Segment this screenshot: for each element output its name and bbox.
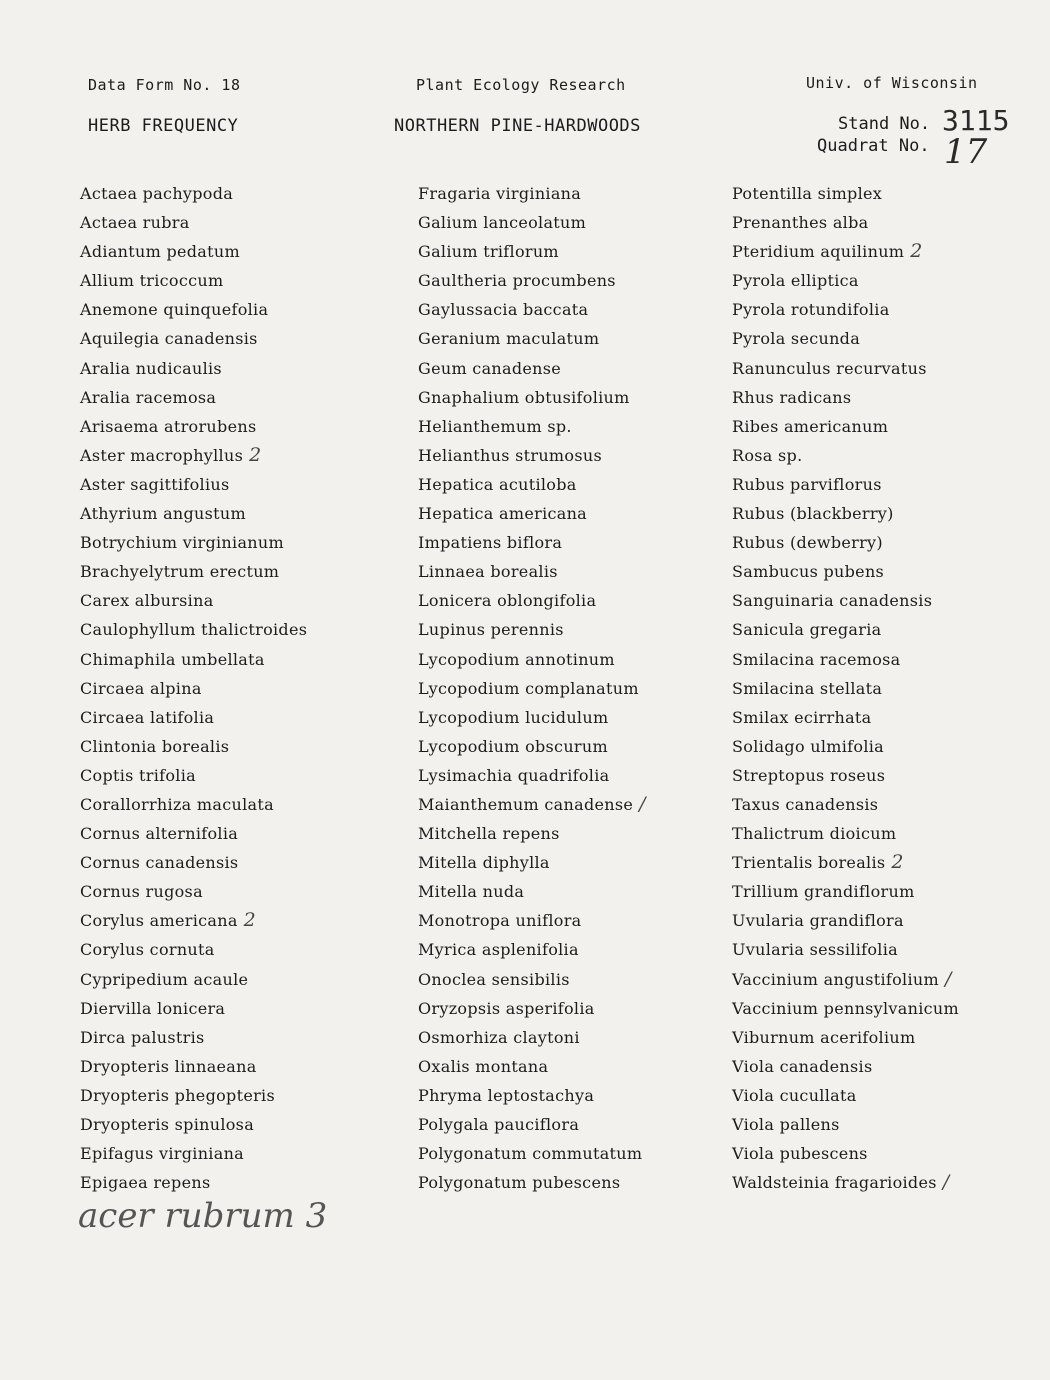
species-name: Pteridium aquilinum xyxy=(732,242,905,262)
species-name: Chimaphila umbellata xyxy=(80,649,265,669)
species-row xyxy=(418,1052,646,1081)
species-row xyxy=(418,674,646,703)
species-row xyxy=(732,732,959,761)
species-row xyxy=(80,848,307,877)
species-name: Polygonatum pubescens xyxy=(418,1173,621,1193)
institution-name: Univ. of Wisconsin xyxy=(806,74,978,92)
species-name: Sambucus pubens xyxy=(732,562,885,582)
species-name: Geranium maculatum xyxy=(418,329,600,349)
species-name: Carex albursina xyxy=(80,591,214,611)
species-name: Cornus alternifolia xyxy=(80,824,239,844)
species-row xyxy=(732,1110,959,1139)
species-row xyxy=(418,354,646,383)
form-number: Data Form No. 18 xyxy=(88,76,241,94)
species-name: Impatiens biflora xyxy=(418,533,563,553)
species-name: Dryopteris linnaeana xyxy=(80,1056,257,1076)
species-row xyxy=(732,790,959,819)
species-name: Rubus (dewberry) xyxy=(732,533,883,553)
species-row xyxy=(80,179,307,208)
species-row xyxy=(418,935,646,964)
species-name: Epigaea repens xyxy=(80,1173,211,1193)
species-name: Smilax ecirrhata xyxy=(732,707,872,727)
species-row xyxy=(418,732,646,761)
species-name: Aquilegia canadensis xyxy=(80,329,258,349)
species-row xyxy=(80,1110,307,1139)
species-row xyxy=(80,615,307,644)
species-name: Vaccinium angustifolium xyxy=(732,969,939,989)
species-name: Mitella diphylla xyxy=(418,853,550,873)
species-name: Allium tricoccum xyxy=(80,271,224,291)
frequency-mark: / xyxy=(944,967,952,990)
species-row xyxy=(80,906,307,935)
species-row xyxy=(80,295,307,324)
species-row xyxy=(732,674,959,703)
species-name: Brachyelytrum erectum xyxy=(80,562,280,582)
species-row xyxy=(418,1168,646,1197)
species-row xyxy=(732,994,959,1023)
species-row xyxy=(732,1081,959,1110)
species-row xyxy=(732,499,959,528)
species-name: Pyrola secunda xyxy=(732,329,861,349)
species-name: Diervilla lonicera xyxy=(80,998,226,1018)
species-row xyxy=(80,208,307,237)
species-row xyxy=(732,761,959,790)
frequency-mark: 2 xyxy=(891,851,904,874)
species-row xyxy=(732,819,959,848)
species-name: Uvularia grandiflora xyxy=(732,911,904,931)
species-name: Caulophyllum thalictroides xyxy=(80,620,308,640)
species-row xyxy=(732,935,959,964)
species-row xyxy=(418,1110,646,1139)
species-name: Phryma leptostachya xyxy=(418,1085,595,1105)
species-name: Corylus americana xyxy=(80,911,238,931)
species-name: Aster macrophyllus xyxy=(80,445,244,465)
species-name: Viola canadensis xyxy=(732,1056,873,1076)
species-name: Smilacina racemosa xyxy=(732,649,901,669)
species-name: Onoclea sensibilis xyxy=(418,969,570,989)
species-name: Galium lanceolatum xyxy=(418,213,587,233)
species-name: Viburnum acerifolium xyxy=(732,1027,916,1047)
species-row xyxy=(418,441,646,470)
species-name: Lysimachia quadrifolia xyxy=(418,765,610,785)
species-column-1 xyxy=(80,179,307,1197)
frequency-mark: 2 xyxy=(249,443,262,466)
species-row xyxy=(80,1052,307,1081)
species-name: Pyrola rotundifolia xyxy=(732,300,890,320)
species-name: Dryopteris phegopteris xyxy=(80,1085,275,1105)
species-name: Prenanthes alba xyxy=(732,213,869,233)
species-row xyxy=(732,324,959,353)
species-row xyxy=(80,383,307,412)
frequency-mark: / xyxy=(639,792,646,815)
species-name: Gaultheria procumbens xyxy=(418,271,616,291)
species-name: Mitella nuda xyxy=(418,882,525,902)
species-name: Dryopteris spinulosa xyxy=(80,1115,255,1134)
species-row xyxy=(80,557,307,586)
species-row xyxy=(732,1139,959,1168)
species-name: Cornus canadensis xyxy=(80,853,239,873)
species-row xyxy=(80,790,307,819)
species-row xyxy=(418,1023,646,1052)
species-name: Sanicula gregaria xyxy=(732,620,882,640)
species-name: Thalictrum dioicum xyxy=(732,824,897,844)
species-column-3 xyxy=(732,179,959,1197)
species-row xyxy=(732,528,959,557)
species-row xyxy=(418,412,646,441)
species-name: Aralia nudicaulis xyxy=(80,358,222,378)
species-row xyxy=(80,266,307,295)
species-row xyxy=(418,586,646,615)
species-row xyxy=(80,935,307,964)
species-row xyxy=(732,237,959,266)
handwritten-note: acer rubrum 3 xyxy=(78,1196,328,1236)
species-row xyxy=(80,645,307,674)
species-row xyxy=(418,383,646,412)
species-row xyxy=(418,237,646,266)
species-row xyxy=(80,354,307,383)
species-name: Galium triflorum xyxy=(418,242,559,262)
species-name: Streptopus roseus xyxy=(732,765,886,785)
species-row xyxy=(418,324,646,353)
species-row xyxy=(80,1023,307,1052)
species-row xyxy=(80,324,307,353)
species-name: Epifagus virginiana xyxy=(80,1144,245,1164)
species-column-2 xyxy=(418,179,646,1197)
species-row xyxy=(80,819,307,848)
species-name: Botrychium virginianum xyxy=(80,533,284,553)
species-name: Potentilla simplex xyxy=(732,184,883,203)
species-row xyxy=(418,994,646,1023)
stand-number: 3115 xyxy=(942,104,1010,137)
species-name: Oryzopsis asperifolia xyxy=(418,998,595,1018)
species-row xyxy=(80,441,307,470)
species-row xyxy=(732,266,959,295)
quadrat-label: Quadrat No. xyxy=(817,136,930,156)
species-row xyxy=(732,965,959,994)
species-row xyxy=(80,1168,307,1197)
species-name: Helianthus strumosus xyxy=(418,445,602,465)
species-row xyxy=(732,877,959,906)
species-row xyxy=(80,586,307,615)
species-row xyxy=(80,994,307,1023)
species-name: Circaea latifolia xyxy=(80,707,215,727)
species-name: Rhus radicans xyxy=(732,387,852,407)
species-row xyxy=(732,179,959,208)
species-row xyxy=(418,266,646,295)
frequency-mark: 2 xyxy=(910,240,923,263)
species-row xyxy=(732,354,959,383)
species-name: Myrica asplenifolia xyxy=(418,940,579,960)
species-name: Trillium grandiflorum xyxy=(732,882,915,902)
species-name: Athyrium angustum xyxy=(80,504,246,524)
species-name: Aralia racemosa xyxy=(80,387,217,407)
stand-label: Stand No. xyxy=(838,114,931,134)
species-name: Monotropa uniflora xyxy=(418,911,582,931)
species-name: Maianthemum canadense xyxy=(418,794,634,814)
species-name: Trientalis borealis xyxy=(732,853,886,873)
species-name: Lycopodium obscurum xyxy=(418,736,608,756)
species-row xyxy=(418,208,646,237)
program-name: Plant Ecology Research xyxy=(416,76,626,94)
species-name: Osmorhiza claytoni xyxy=(418,1027,580,1047)
species-row xyxy=(418,1139,646,1168)
species-name: Dirca palustris xyxy=(80,1027,205,1047)
species-row xyxy=(732,1052,959,1081)
species-name: Smilacina stellata xyxy=(732,678,883,698)
species-row xyxy=(80,703,307,732)
species-name: Vaccinium pennsylvanicum xyxy=(732,998,959,1018)
species-row xyxy=(418,761,646,790)
quadrat-number: 17 xyxy=(944,132,988,172)
species-row xyxy=(418,557,646,586)
species-row xyxy=(732,441,959,470)
species-name: Linnaea borealis xyxy=(418,562,558,582)
species-row xyxy=(418,528,646,557)
species-name: Ribes americanum xyxy=(732,416,889,436)
species-row xyxy=(80,528,307,557)
species-name: Viola pubescens xyxy=(732,1144,868,1164)
species-row xyxy=(732,906,959,935)
species-row xyxy=(80,499,307,528)
species-row xyxy=(732,470,959,499)
species-row xyxy=(80,877,307,906)
species-row xyxy=(80,1139,307,1168)
species-row xyxy=(418,819,646,848)
species-row xyxy=(732,586,959,615)
species-name: Sanguinaria canadensis xyxy=(732,591,933,611)
species-row xyxy=(418,877,646,906)
species-name: Solidago ulmifolia xyxy=(732,736,885,756)
species-name: Aster sagittifolius xyxy=(80,474,230,494)
species-row xyxy=(732,1023,959,1052)
species-row xyxy=(732,208,959,237)
species-name: Hepatica americana xyxy=(418,504,588,524)
species-name: Rubus parviflorus xyxy=(732,474,882,494)
species-name: Lycopodium lucidulum xyxy=(418,707,609,727)
species-name: Adiantum pedatum xyxy=(80,242,240,262)
species-name: Corallorrhiza maculata xyxy=(80,794,274,814)
species-name: Circaea alpina xyxy=(80,678,202,698)
form-title: HERB FREQUENCY xyxy=(88,116,239,136)
species-name: Ranunculus recurvatus xyxy=(732,358,927,378)
species-name: Uvularia sessilifolia xyxy=(732,940,898,960)
species-row xyxy=(418,1081,646,1110)
species-row xyxy=(418,848,646,877)
species-name: Lycopodium complanatum xyxy=(418,678,639,698)
species-name: Oxalis montana xyxy=(418,1056,549,1076)
species-name: Mitchella repens xyxy=(418,824,560,844)
species-row xyxy=(418,703,646,732)
species-name: Anemone quinquefolia xyxy=(80,300,269,320)
species-row xyxy=(732,848,959,877)
species-row xyxy=(732,1168,959,1197)
species-name: Hepatica acutiloba xyxy=(418,474,577,494)
species-name: Waldsteinia fragarioides xyxy=(732,1173,937,1193)
species-row xyxy=(732,703,959,732)
species-row xyxy=(418,470,646,499)
species-name: Lycopodium annotinum xyxy=(418,649,615,669)
species-row xyxy=(732,615,959,644)
species-name: Actaea pachypoda xyxy=(80,184,234,203)
species-row xyxy=(80,732,307,761)
species-name: Pyrola elliptica xyxy=(732,271,859,291)
species-name: Corylus cornuta xyxy=(80,940,215,960)
species-row xyxy=(732,295,959,324)
species-row xyxy=(418,645,646,674)
species-row xyxy=(732,383,959,412)
species-name: Rosa sp. xyxy=(732,445,803,465)
species-name: Gaylussacia baccata xyxy=(418,300,589,320)
species-row xyxy=(80,965,307,994)
species-name: Geum canadense xyxy=(418,358,562,378)
species-name: Cypripedium acaule xyxy=(80,969,249,989)
species-row xyxy=(418,906,646,935)
species-name: Fragaria virginiana xyxy=(418,184,582,203)
species-row xyxy=(732,557,959,586)
species-name: Gnaphalium obtusifolium xyxy=(418,387,630,407)
frequency-mark: / xyxy=(942,1171,950,1194)
species-name: Arisaema atrorubens xyxy=(80,416,257,436)
species-row xyxy=(418,179,646,208)
species-row xyxy=(418,615,646,644)
species-name: Lupinus perennis xyxy=(418,620,564,640)
species-row xyxy=(732,412,959,441)
species-row xyxy=(732,645,959,674)
species-row xyxy=(418,499,646,528)
species-row xyxy=(418,295,646,324)
species-row xyxy=(80,237,307,266)
species-name: Viola pallens xyxy=(732,1115,840,1134)
species-name: Clintonia borealis xyxy=(80,736,230,756)
species-row xyxy=(418,790,646,819)
frequency-mark: 2 xyxy=(243,909,257,932)
species-name: Rubus (blackberry) xyxy=(732,504,894,524)
species-row xyxy=(80,674,307,703)
species-name: Coptis trifolia xyxy=(80,765,196,785)
species-name: Polygonatum commutatum xyxy=(418,1144,643,1164)
species-name: Helianthemum sp. xyxy=(418,416,572,436)
species-name: Cornus rugosa xyxy=(80,882,203,902)
species-row xyxy=(80,470,307,499)
species-name: Polygala pauciflora xyxy=(418,1115,580,1134)
species-name: Lonicera oblongifolia xyxy=(418,591,597,611)
species-name: Viola cucullata xyxy=(732,1085,857,1105)
species-row xyxy=(418,965,646,994)
species-name: Taxus canadensis xyxy=(732,794,879,814)
species-row xyxy=(80,761,307,790)
species-row xyxy=(80,1081,307,1110)
species-name: Actaea rubra xyxy=(80,213,190,233)
community-title: NORTHERN PINE-HARDWOODS xyxy=(394,116,641,136)
species-row xyxy=(80,412,307,441)
